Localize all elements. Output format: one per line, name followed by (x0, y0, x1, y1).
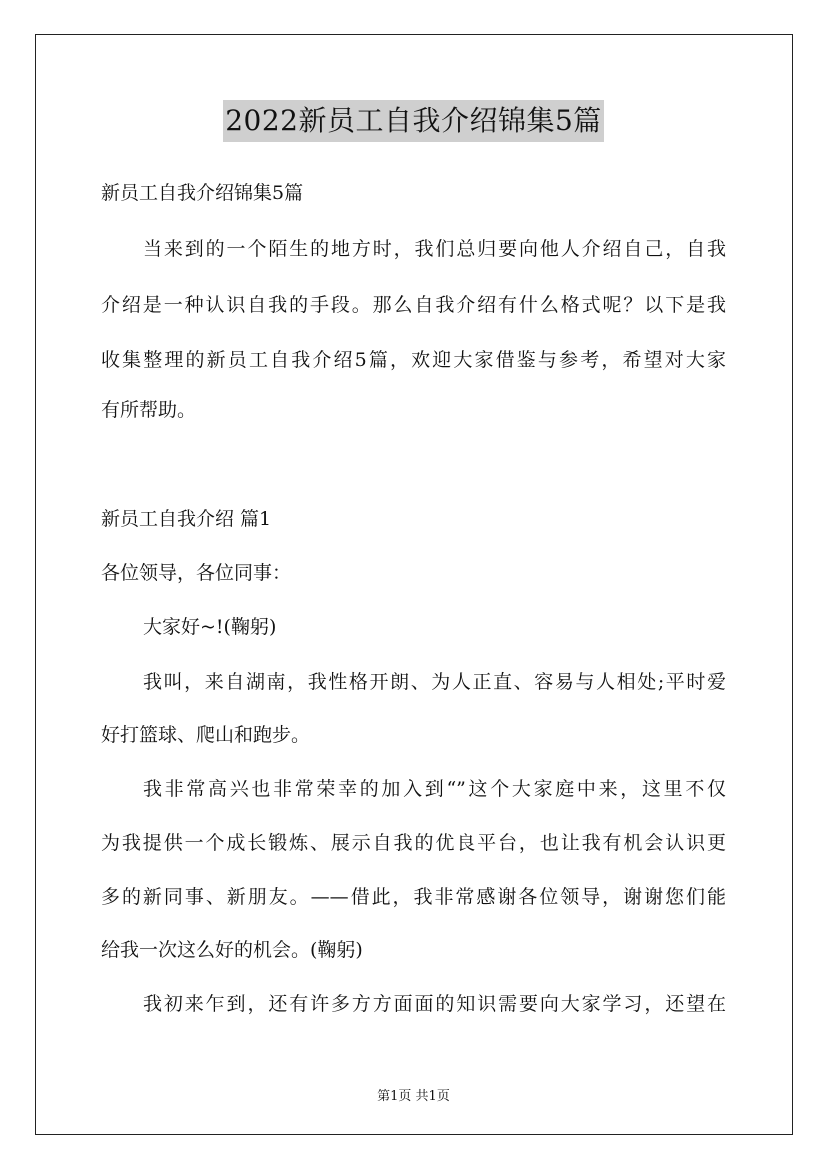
paragraph-line: 给我一次这么好的机会。(鞠躬) (101, 939, 363, 961)
paragraph-line: 我初来乍到，还有许多方方面面的知识需要向大家学习，还望在 (143, 993, 726, 1015)
document-title: 2022新员工自我介绍锦集5篇 (223, 100, 604, 142)
section-heading: 新员工自我介绍 篇1 (101, 508, 272, 530)
greeting: 各位领导，各位同事： (101, 562, 292, 584)
intro-line: 有所帮助。 (101, 399, 197, 421)
paragraph-line: 我叫，来自湖南，我性格开朗、为人正直、容易与人相处;平时爱 (143, 671, 726, 693)
intro-line: 收集整理的新员工自我介绍5篇，欢迎大家借鉴与参考，希望对大家 (101, 349, 726, 371)
page-number: 第1页 共1页 (377, 1089, 450, 1104)
document-title-wrap (0, 100, 827, 142)
paragraph-line: 好打篮球、爬山和跑步。 (101, 724, 311, 746)
intro-line: 介绍是一种认识自我的手段。那么自我介绍有什么格式呢？以下是我 (101, 294, 726, 316)
paragraph-line: 我非常高兴也非常荣幸的加入到“”这个大家庭中来，这里不仅 (143, 778, 726, 800)
paragraph-line: 为我提供一个成长锻炼、展示自我的优良平台，也让我有机会认识更 (101, 832, 726, 854)
subtitle: 新员工自我介绍锦集5篇 (101, 182, 304, 204)
intro-line: 当来到的一个陌生的地方时，我们总归要向他人介绍自己，自我 (143, 238, 726, 260)
hello-line: 大家好~!(鞠躬) (143, 616, 277, 638)
paragraph-line: 多的新同事、新朋友。——借此，我非常感谢各位领导，谢谢您们能 (101, 886, 726, 908)
